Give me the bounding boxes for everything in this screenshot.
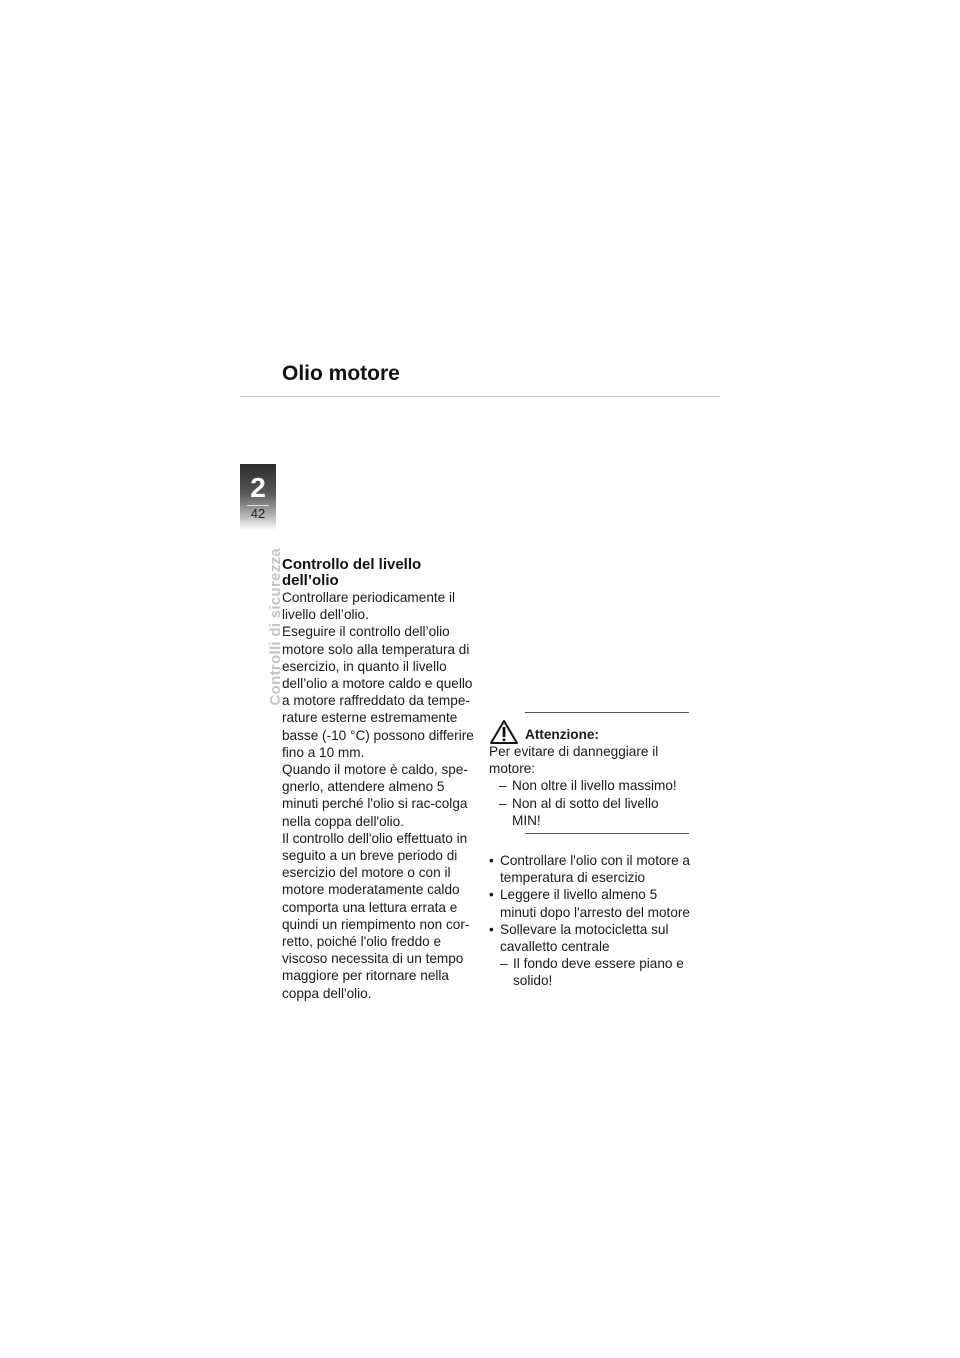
checklist-item-text: Sollevare la motocicletta sul cavalletto centrale (500, 921, 669, 955)
paragraph: Quando il motore è caldo, spe-gnerlo, attendere almeno 5 minuti perché l'olio si rac-colga nella coppa dell'olio. (282, 762, 468, 829)
warning-item: – Non oltre il livello massimo! (499, 777, 689, 794)
right-column (489, 712, 694, 990)
warning-header (489, 719, 689, 743)
title-divider (240, 396, 720, 397)
checklist (489, 852, 694, 990)
checklist-item (489, 886, 694, 920)
checklist-item (489, 921, 694, 990)
warning-triangle-icon (489, 719, 519, 745)
warning-box (489, 712, 689, 834)
section-heading-line-2: dell’olio (282, 572, 339, 589)
warning-list (489, 777, 689, 829)
warning-intro: Per evitare di danneggiare il motore: (489, 744, 659, 777)
checklist-sublist (500, 955, 694, 989)
section-heading (282, 557, 482, 589)
paragraph: Controllare periodicamente il livello dell’olio. (282, 590, 456, 623)
checklist-item-text: Leggere il livello almeno 5 minuti dopo l'arresto del motore (500, 887, 690, 920)
left-column (282, 557, 482, 1002)
warning-title: Attenzione: (525, 727, 600, 742)
section-heading-line-1: Controllo del livello (282, 556, 422, 573)
chapter-side-label: Controlli di sicurezza (267, 548, 284, 706)
paragraph: Il controllo dell'olio effettuato in seguito a un breve periodo di esercizio del motore o con il motore moderatamente caldo comporta una lettura errata e quindi un riempimento non cor-retto, poiché l'olio freddo e viscoso necessita di un tempo maggiore per ritornare nella coppa dell'olio. (282, 830, 470, 1001)
page-title: Olio motore (282, 362, 400, 385)
checklist-item (489, 852, 694, 886)
checklist-subitem: – Il fondo deve essere piano e solido! (500, 955, 694, 989)
checklist-item-text: Controllare l'olio con il motore a temperatura di esercizio (500, 853, 690, 886)
paragraph: Eseguire il controllo dell’olio motore solo alla temperatura di esercizio, in quanto il livello dell’olio a motore caldo e quello a motore raffreddato da tempe-rature esterne estremamente basse (-10 °C) possono differire fino a 10 mm. (282, 624, 474, 760)
chapter-number: 2 (250, 472, 266, 503)
page-number: 42 (250, 506, 266, 521)
chapter-tab (240, 464, 276, 530)
warning-item: – Non al di sotto del livello MIN! (499, 795, 689, 829)
